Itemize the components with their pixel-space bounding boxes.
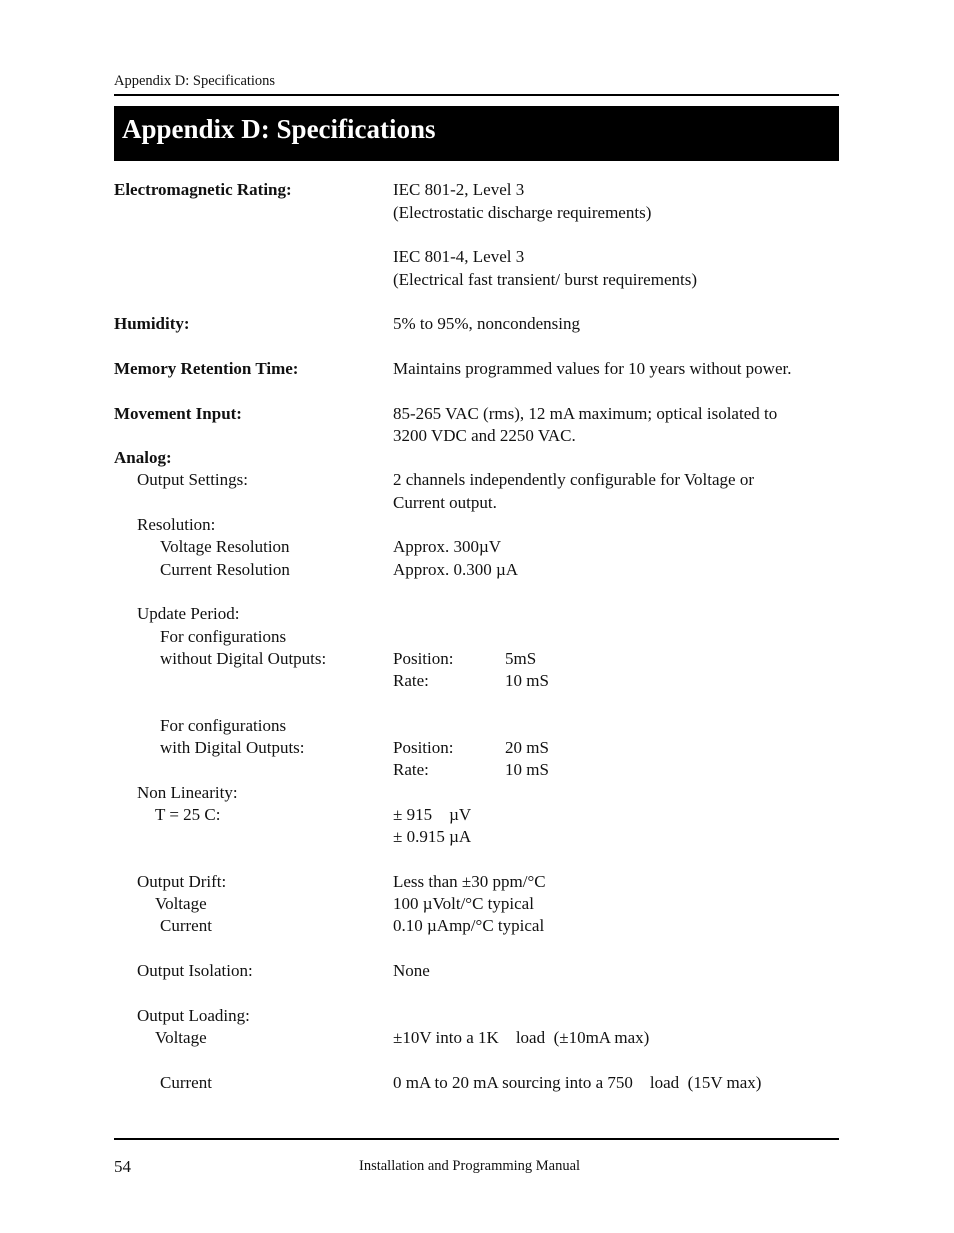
- footer-title: Installation and Programming Manual: [359, 1158, 581, 1174]
- movement-value-2: 3200 VDC and 2250 VAC.: [393, 426, 576, 445]
- output-settings-value-2: Current output.: [393, 493, 497, 512]
- current-resolution-label: Current Resolution: [160, 560, 290, 579]
- config-digital-rate-value: 10 mS: [505, 760, 549, 779]
- config-digital-position-label: Position:: [393, 738, 454, 757]
- config-no-digital-position-value: 5mS: [505, 649, 537, 668]
- output-loading-voltage-value: ±10V into a 1K load (±10mA max): [393, 1028, 650, 1047]
- humidity-value: 5% to 95%, noncondensing: [393, 314, 580, 333]
- output-drift-voltage-label: Voltage: [155, 894, 207, 913]
- humidity-label: Humidity:: [114, 314, 190, 333]
- config-no-digital-line-2: without Digital Outputs:: [160, 649, 327, 668]
- config-digital-line-1: For configurations: [160, 716, 287, 735]
- memory-value: Maintains programmed values for 10 years without power.: [393, 359, 792, 378]
- output-drift-voltage-value: 100 µVolt/°C typical: [393, 894, 534, 913]
- electromagnetic-value-1: IEC 801-2, Level 3: [393, 180, 525, 199]
- output-drift-label: Output Drift:: [137, 872, 227, 891]
- resolution-label: Resolution:: [137, 515, 216, 534]
- voltage-resolution-value: Approx. 300µV: [393, 537, 502, 556]
- output-drift-current-value: 0.10 µAmp/°C typical: [393, 916, 545, 935]
- output-loading-label: Output Loading:: [137, 1006, 250, 1025]
- output-loading-current-value: 0 mA to 20 mA sourcing into a 750 load (15V max): [393, 1073, 762, 1092]
- output-drift-value: Less than ±30 ppm/°C: [393, 872, 546, 891]
- output-drift-current-label: Current: [160, 916, 212, 935]
- analog-label: Analog:: [114, 448, 172, 467]
- electromagnetic-label: Electromagnetic Rating:: [114, 180, 292, 199]
- voltage-resolution-label: Voltage Resolution: [160, 537, 290, 556]
- config-no-digital-rate-value: 10 mS: [505, 671, 549, 690]
- output-loading-voltage-label: Voltage: [155, 1028, 207, 1047]
- config-no-digital-position-label: Position:: [393, 649, 454, 668]
- non-linearity-value-2: ± 0.915 µA: [393, 827, 472, 846]
- current-resolution-value: Approx. 0.300 µA: [393, 560, 519, 579]
- memory-label: Memory Retention Time:: [114, 359, 299, 378]
- output-isolation-label: Output Isolation:: [137, 961, 253, 980]
- update-period-label: Update Period:: [137, 604, 240, 623]
- config-digital-position-value: 20 mS: [505, 738, 549, 757]
- non-linearity-temp-label: T = 25 C:: [155, 805, 221, 824]
- footer-rule: [114, 1138, 839, 1140]
- config-digital-line-2: with Digital Outputs:: [160, 738, 305, 757]
- config-no-digital-line-1: For configurations: [160, 627, 287, 646]
- electromagnetic-note-1: (Electrostatic discharge requirements): [393, 203, 652, 222]
- movement-label: Movement Input:: [114, 404, 242, 423]
- config-digital-rate-label: Rate:: [393, 760, 429, 779]
- running-header: Appendix D: Specifications: [114, 73, 276, 89]
- output-loading-current-label: Current: [160, 1073, 212, 1092]
- output-settings-value-1: 2 channels independently configurable for Voltage or: [393, 470, 754, 489]
- non-linearity-label: Non Linearity:: [137, 783, 238, 802]
- movement-value-1: 85-265 VAC (rms), 12 mA maximum; optical isolated to: [393, 404, 778, 423]
- config-no-digital-rate-label: Rate:: [393, 671, 429, 690]
- page-title: Appendix D: Specifications: [122, 114, 436, 144]
- output-settings-label: Output Settings:: [137, 470, 248, 489]
- page-number: 54: [114, 1157, 131, 1176]
- electromagnetic-value-2: IEC 801-4, Level 3: [393, 247, 525, 266]
- electromagnetic-note-2: (Electrical fast transient/ burst requirements): [393, 270, 697, 289]
- non-linearity-value-1: ± 915 µV: [393, 805, 472, 824]
- output-isolation-value: None: [393, 961, 430, 980]
